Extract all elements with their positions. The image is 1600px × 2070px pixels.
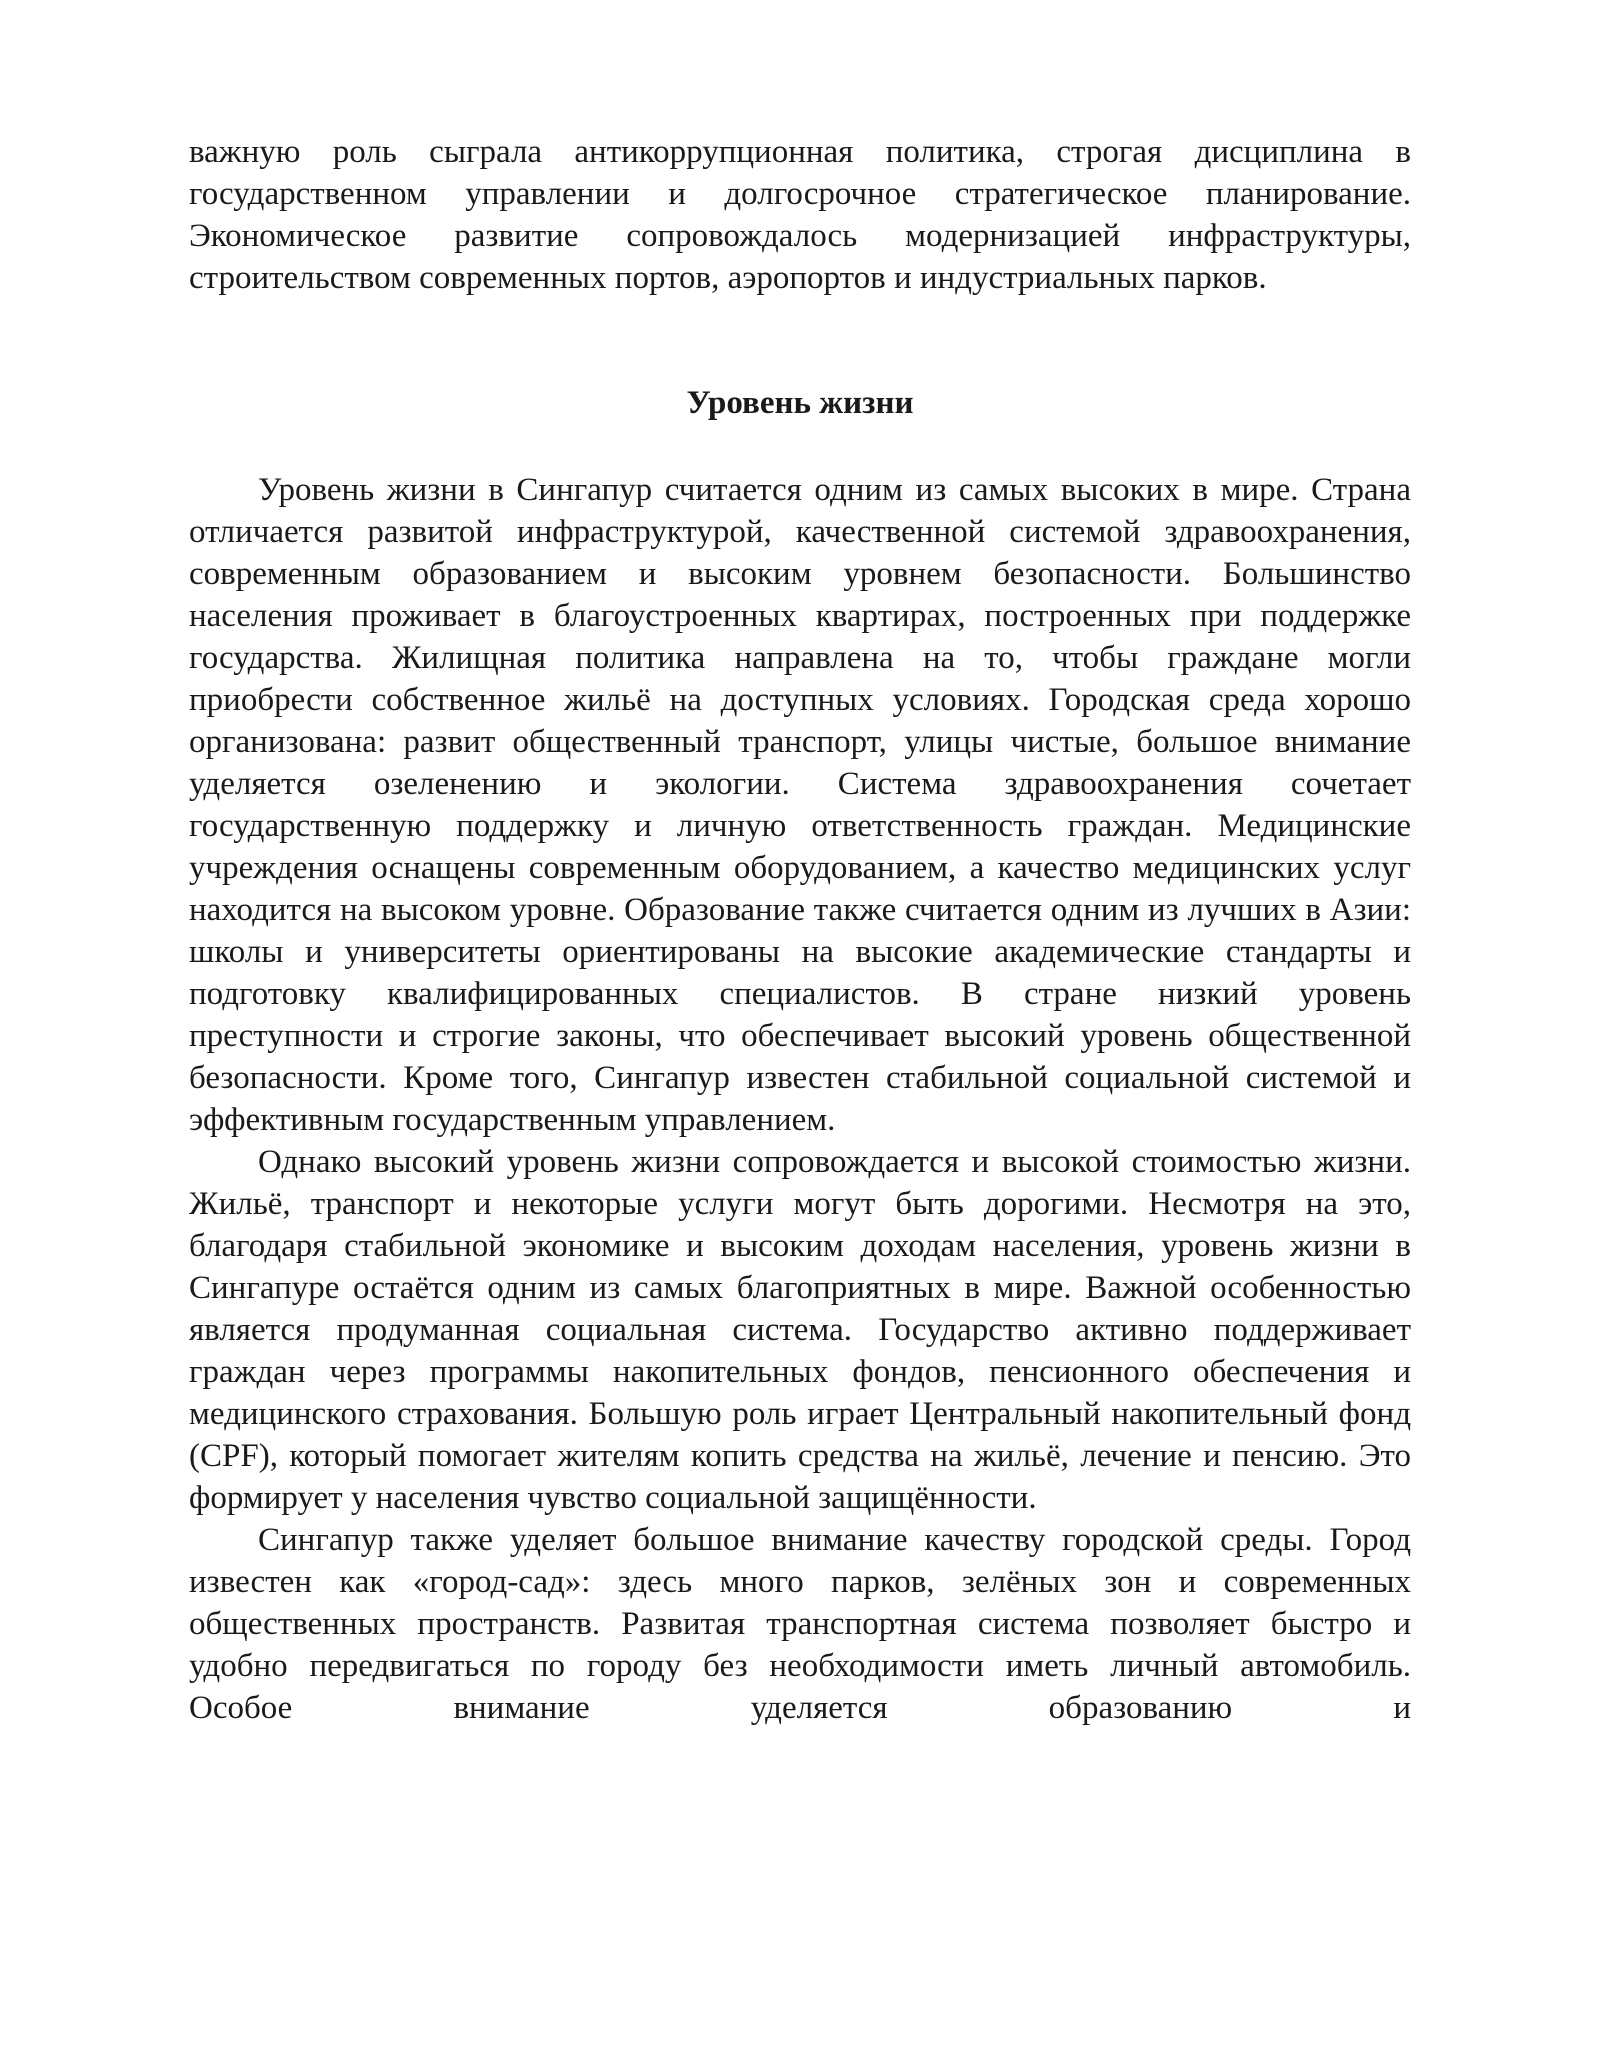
body-paragraph-2: Однако высокий уровень жизни сопровождается и высокой стоимостью жизни. Жильё, транспорт и некоторые услуги могут быть дорогими. Несмотря на это, благодаря стабильной экономике и высоким доходам населения, уровень жизни в Сингапуре остаётся одним из самых благоприятных в мире. Важной особенностью является продуманная социальная система. Государство активно поддерживает граждан через программы накопительных фондов, пенсионного обеспечения и медицинского страхования. Большую роль играет Центральный накопительный фонд (CPF), который помогает жителям копить средства на жильё, лечение и пенсию. Это формирует у населения чувство социальной защищённости. <box>189 1144 1411 1516</box>
section-heading: Уровень жизни <box>686 385 914 421</box>
intro-paragraph: важную роль сыграла антикоррупционная политика, строгая дисциплина в государственном управлении и долгосрочное стратегическое планирование. Экономическое развитие сопровождалось модернизацией инфраструктуры, строительством современных портов, аэропортов и индустриальных парков. <box>189 134 1411 296</box>
section-body <box>189 469 1411 1729</box>
intro-block <box>189 131 1411 299</box>
body-paragraph-3: Сингапур также уделяет большое внимание качеству городской среды. Город известен как «город-сад»: здесь много парков, зелёных зон и современных общественных пространств. Развитая транспортная система позволяет быстро и удобно передвигаться по городу без необходимости иметь личный автомобиль. Особое внимание уделяется образованию и <box>189 1522 1411 1726</box>
body-paragraph-1: Уровень жизни в Сингапур считается одним из самых высоких в мире. Страна отличается развитой инфраструктурой, качественной системой здравоохранения, современным образованием и высоким уровнем безопасности. Большинство населения проживает в благоустроенных квартирах, построенных при поддержке государства. Жилищная политика направлена на то, чтобы граждане могли приобрести собственное жильё на доступных условиях. Городская среда хорошо организована: развит общественный транспорт, улицы чистые, большое внимание уделяется озеленению и экологии. Система здравоохранения сочетает государственную поддержку и личную ответственность граждан. Медицинские учреждения оснащены современным оборудованием, а качество медицинских услуг находится на высоком уровне. Образование также считается одним из лучших в Азии: школы и университеты ориентированы на высокие академические стандарты и подготовку квалифицированных специалистов. В стране низкий уровень преступности и строгие законы, что обеспечивает высокий уровень общественной безопасности. Кроме того, Сингапур известен стабильной социальной системой и эффективным государственным управлением. <box>189 472 1411 1138</box>
